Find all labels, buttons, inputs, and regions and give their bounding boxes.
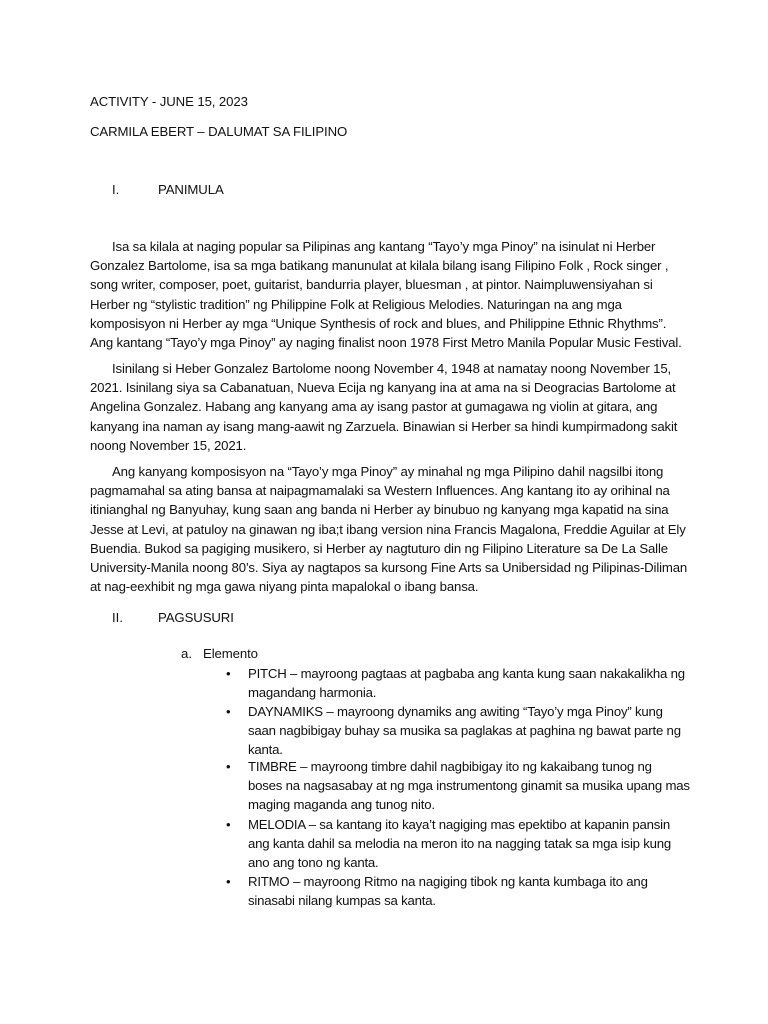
bullet-icon: • <box>226 759 231 774</box>
bullet-icon: • <box>226 704 231 719</box>
list-item-line: boses na nagsasabay at ng mga instrumentong ginamit sa musika upang mas <box>248 778 690 794</box>
section-2-number: II. <box>112 610 123 625</box>
list-item-line: RITMO – mayroong Ritmo na nagiging tibok ng kanta kumbaga ito ang <box>248 874 648 889</box>
paragraph-line: song writer, composer, poet, guitarist, bandurria player, bluesman , at pintor. Naimpluwensiyahan si <box>90 277 653 293</box>
paragraph-2 <box>90 359 682 455</box>
paragraph-line: at nag-eexhibit ng mga gawa niyang pinta mapalokal o ibang bansa. <box>90 579 479 595</box>
paragraph-1 <box>90 237 682 352</box>
activity-date-heading: ACTIVITY - JUNE 15, 2023 <box>90 94 248 109</box>
list-item-line: PITCH – mayroong pagtaas at pagbaba ang kanta kung saan nakakalikha ng <box>248 666 685 681</box>
bullet-icon: • <box>226 874 231 889</box>
paragraph-line: Angelina Gonzalez. Habang ang kanyang ama ay isang pastor at gumagawa ng violin at gitara, ang <box>90 399 658 415</box>
list-item-line: saan nagbibigay buhay sa musika sa paglakas at paghina ng bawat parte ng <box>248 723 681 739</box>
bullet-icon: • <box>226 666 231 681</box>
paragraph-line: Gonzalez Bartolome, isa sa mga batikang manunulat at kilala bilang isang Filipino Folk , Rock singer , <box>90 258 669 274</box>
paragraph-line: University-Manila noong 80’s. Siya ay nagtapos sa kursong Fine Arts sa Unibersidad ng Pilipinas-Diliman <box>90 560 688 576</box>
paragraph-line: Buendia. Bukod sa pagiging musikero, si Herber ay nagtuturo din ng Filipino Literature sa De La Salle <box>90 540 668 556</box>
list-item-line: DAYNAMIKS – mayroong dynamiks ang awiting “Tayo’y mga Pinoy” kung <box>248 704 663 719</box>
paragraph-line: noong November 15, 2021. <box>90 437 247 453</box>
paragraph-line: Isa sa kilala at naging popular sa Pilipinas ang kantang “Tayo’y mga Pinoy” na isinulat ni Herber <box>112 239 656 254</box>
paragraph-line: Ang kanyang komposisyon na “Tayo’y mga Pinoy” ay minahal ng mga Pilipino dahil nagsilbi itong <box>112 464 664 479</box>
paragraph-line: kanyang ina naman ay isang mang-aawit ng Zarzuela. Binawian si Herber sa hindi kumpirmadong sakit <box>90 418 678 434</box>
list-item-line: magandang harmonia. <box>248 685 377 701</box>
subsection-title: Elemento <box>203 646 258 661</box>
list-item-line: ang kanta dahil sa melodia na meron ito na nagging tatak sa mga isip kung <box>248 836 672 852</box>
paragraph-line: Jesse at Levi, at patuloy na ginawan ng iba;t ibang version nina Francis Magalona, Freddie Aguilar at Ely <box>90 521 686 537</box>
list-item-line: MELODIA – sa kantang ito kaya’t nagiging mas epektibo at kapanin pansin <box>248 817 670 832</box>
list-item-line: TIMBRE – mayroong timbre dahil nagbibigay ito ng kakaibang tunog ng <box>248 759 652 774</box>
author-course-heading: CARMILA EBERT – DALUMAT SA FILIPINO <box>90 124 348 139</box>
paragraph-line: Ang kantang “Tayo’y mga Pinoy” ay naging finalist noon 1978 First Metro Manila Popular Music Festival. <box>90 335 682 351</box>
list-item-line: sinasabi nilang kumpas sa kanta. <box>248 893 436 909</box>
paragraph-line: komposisyon ni Herber ay mga “Unique Synthesis of rock and blues, and Philippine Ethnic Rhythms”. <box>90 315 667 331</box>
paragraph-line: Isinilang si Heber Gonzalez Bartolome noong November 4, 1948 at namatay noong November 15, <box>112 361 672 376</box>
paragraph-line: itinianghal ng Banyuhay, kung saan ang banda ni Herber ay binubuo ng kanyang mga kapatid na sina <box>90 502 669 518</box>
paragraph-line: pagmamahal sa ating bansa at naipagmamalaki sa Western Influences. Ang kantang ito ay orihinal na <box>90 483 670 499</box>
section-2-title: PAGSUSURI <box>158 610 234 625</box>
section-1-title: PANIMULA <box>158 182 224 197</box>
list-item-line: kanta. <box>248 742 283 758</box>
list-item-line: maging maganda ang tunog nito. <box>248 797 435 813</box>
paragraph-line: 2021. Isinilang siya sa Cabanatuan, Nueva Ecija ng kanyang ina at ama na si Deogracias Bartolome at <box>90 380 676 396</box>
subsection-letter: a. <box>181 646 192 661</box>
paragraph-3 <box>90 462 688 596</box>
section-1-number: I. <box>112 182 120 197</box>
bullet-icon: • <box>226 817 231 832</box>
list-item-line: ano ang tono ng kanta. <box>248 855 379 871</box>
paragraph-line: Herber ng “stylistic tradition” ng Philippine Folk at Religious Melodies. Naturingan na ang mga <box>90 296 622 312</box>
